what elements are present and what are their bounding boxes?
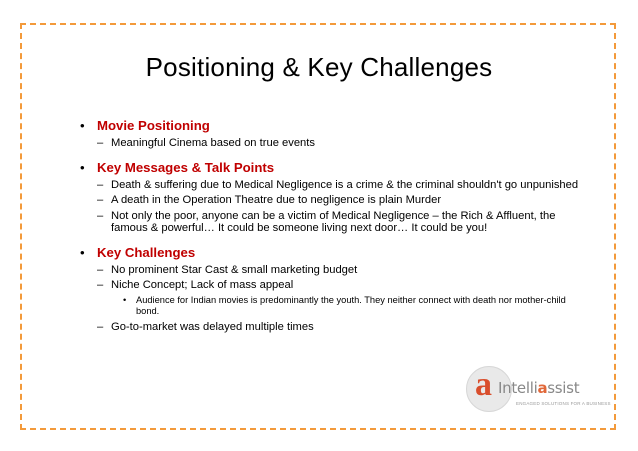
list-item: – Death & suffering due to Medical Negligence is a crime & the criminal shouldn't go unpunished [97,179,585,192]
list-item: – No prominent Star Cast & small marketing budget [97,264,585,277]
intelliassist-logo [466,366,611,414]
slide-content [80,118,585,336]
logo-mark: a [475,366,492,403]
logo-wordmark [498,379,579,397]
slide-title: Positioning & Key Challenges [145,52,493,82]
list-item: – Niche Concept; Lack of mass appeal [97,279,585,292]
section-heading-key-challenges: • Key Challenges [80,245,585,261]
list-item: – Meaningful Cinema based on true events [97,137,585,150]
section-heading-key-messages: • Key Messages & Talk Points [80,160,585,176]
sub-list-item: • Audience for Indian movies is predominantly the youth. They neither connect with death nor mother-child bond. [123,295,585,318]
list-item: – Go-to-market was delayed multiple times [97,321,585,334]
logo-name-part2: a [537,379,548,397]
list-item: – Not only the poor, anyone can be a victim of Medical Negligence – the Rich & Affluent, the famous & powerful… It could be someone living next door… It could be you! [97,210,585,235]
logo-name-part3: ssist [547,379,580,397]
section-heading-movie-positioning: • Movie Positioning [80,118,585,134]
logo-tagline: ENGAGED SOLUTIONS FOR A BUSINESS [516,401,611,406]
list-item: – A death in the Operation Theatre due to negligence is plain Murder [97,194,585,207]
logo-name-part1: Intelli [498,379,538,397]
